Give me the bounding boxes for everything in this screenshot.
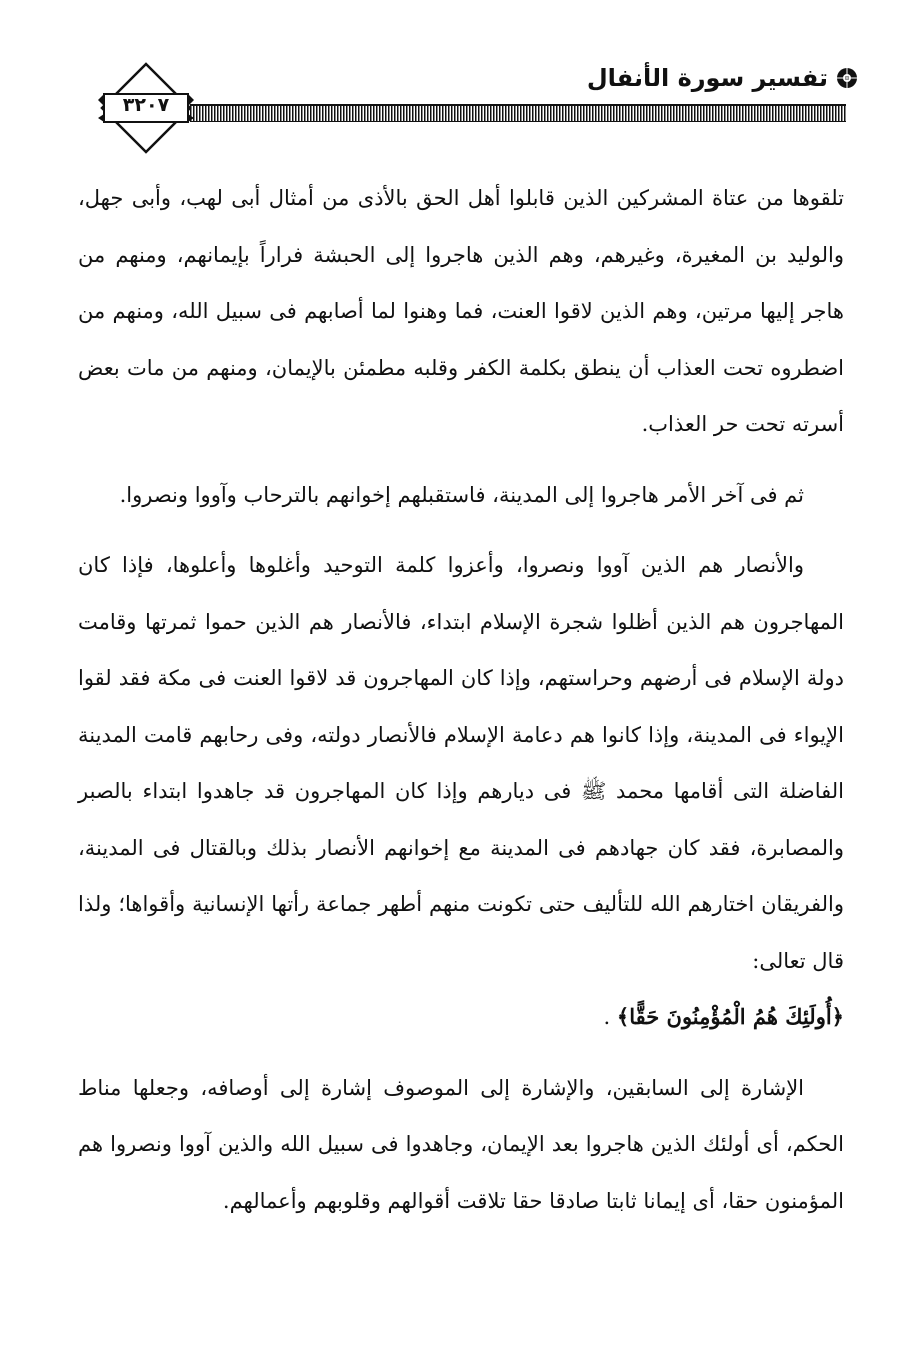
- running-title: [587, 64, 858, 92]
- verse-period: .: [603, 1005, 611, 1029]
- header-rule: [190, 104, 846, 122]
- page-header: [0, 0, 922, 170]
- page-number-badge: [98, 60, 194, 156]
- page-number: ٣٢٠٧: [122, 94, 170, 116]
- body-text: [78, 170, 844, 1229]
- quran-verse: ﴿أُولَئِكَ هُمُ الْمُؤْمِنُونَ حَقًّا﴾: [616, 1004, 844, 1029]
- paragraph-3-text: والأنصار هم الذين آووا ونصروا، وأعزوا كلمة التوحيد وأغلوها وأعلوها، فإذا كان المهاجرون هم الذين أظلوا شجرة الإسلام ابتداء، فالأنصار هم الذين حموا ثمرتها وقامت دولة الإسلام فى أرضهم وحراستهم، وإذا كان المهاجرون قد لاقوا العنت فى مكة فقد لقوا الإيواء فى المدينة، وإذا كانوا هم دعامة الإسلام فالأنصار دولته، وفى رحابهم قامت المدينة الفاضلة التى أقامها محمد ﷺ فى ديارهم وإذا كان المهاجرون قد جاهدوا ابتداء بالصبر والمصابرة، فقد كان جهادهم فى المدينة مع إخوانهم الأنصار بذلك وبالقتال فى المدينة، والفريقان اختارهم الله للتأليف حتى تكونت منهم أطهر جماعة رأتها الإنسانية وأقواها؛ ولذا قال تعالى:: [78, 553, 844, 973]
- flower-ornament-icon: [836, 67, 858, 89]
- page-title: تفسير سورة الأنفال: [586, 64, 828, 92]
- paragraph-4: الإشارة إلى السابقين، والإشارة إلى الموصوف إشارة إلى أوصافه، وجعلها مناط الحكم، أى أولئك الذين هاجروا بعد الإيمان، وجاهدوا فى سبيل الله والذين آووا ونصروا هم المؤمنون حقا، أى إيمانا ثابتا صادقا حقا تلاقت أقوالهم وقلوبهم وأعمالهم.: [78, 1075, 844, 1213]
- paragraph-3: [78, 537, 844, 1046]
- paragraph-2: ثم فى آخر الأمر هاجروا إلى المدينة، فاستقبلهم إخوانهم بالترحاب وآووا ونصروا.: [119, 482, 804, 507]
- paragraph-1: تلقوها من عتاة المشركين الذين قابلوا أهل الحق بالأذى من أمثال أبى لهب، وأبى جهل، والوليد بن المغيرة، وغيرهم، وهم الذين هاجروا إلى الحبشة فراراً بإيمانهم، ومنهم من هاجر إليها مرتين، وهم الذين لاقوا العنت، فما وهنوا لما أصابهم فى سبيل الله، ومنهم من اضطروه تحت العذاب أن ينطق بكلمة الكفر وقلبه مطمئن بالإيمان، ومنهم من مات بعض أسرته تحت حر العذاب.: [78, 186, 844, 436]
